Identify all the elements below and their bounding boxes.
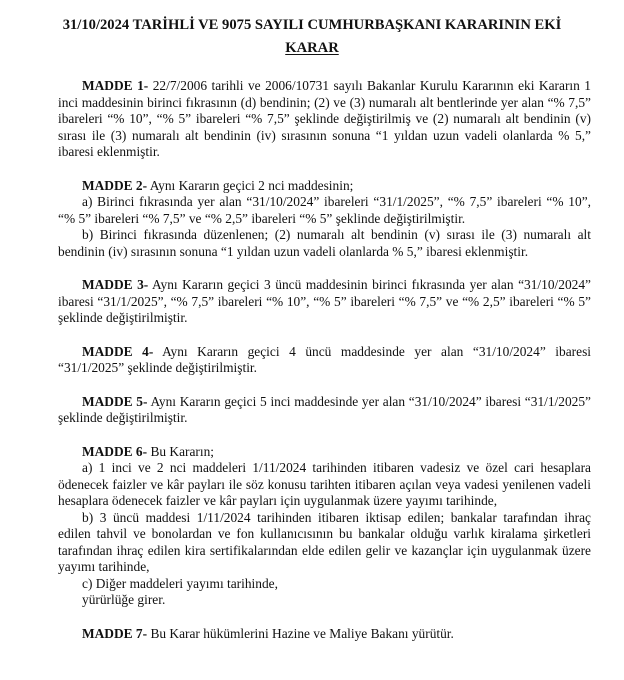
article-2-text: Aynı Kararın geçici 2 nci maddesinin; (147, 177, 354, 193)
article-5-paragraph (58, 394, 591, 427)
article-2-label: MADDE 2- (82, 177, 148, 193)
article-5-label: MADDE 5- (82, 393, 148, 409)
article-6 (58, 444, 591, 609)
article-2 (58, 178, 591, 261)
article-3 (58, 277, 591, 327)
article-1-text: 22/7/2006 tarihli ve 2006/10731 sayılı Bakanlar Kurulu Kararının eki Kararın 1 inci maddesinin birinci fıkrasının (d) bendinin; (2) ve (3) numaralı alt bentlerinde yer alan “% 7,5” ibareleri “% 10”, “% 5” ibareleri “% 7,5” şeklinde değiştirilmiş ve (2) numaralı alt bendinin (v) sırası ile (3) numaralı alt bendinin (iv) sırasının sonuna “1 yıldan uzun vadeli olanlarda % 5,” ibaresi eklenmiştir. (58, 78, 591, 159)
article-6-item-c: c) Diğer maddeleri yayımı tarihinde, (82, 575, 278, 591)
article-6-label: MADDE 6- (82, 443, 148, 459)
article-6-item-b: b) 3 üncü maddesi 1/11/2024 tarihinden itibaren iktisap edilen; bankalar tarafından ihraç edilen tahvil ve bonolardan ve fon kullanıcısının bu bankalar olduğu varlık kiralama şirketleri tarafından ihraç edilen kira sertifikalarından elde edilen gelir ve kazançlar için uygulanmak üzere yayımı tarihinde, (58, 509, 591, 574)
article-5-text: Aynı Kararın geçici 5 inci maddesinde yer alan “31/10/2024” ibaresi “31/1/2025” şeklinde değiştirilmiştir. (58, 393, 591, 425)
article-6-text: Bu Kararın; (147, 443, 215, 459)
article-4-text: Aynı Kararın geçici 4 üncü maddesinde yer alan “31/10/2024” ibaresi “31/1/2025” şeklinde değiştirilmiştir. (58, 343, 591, 375)
article-3-label: MADDE 3- (82, 277, 149, 292)
document-title (0, 16, 624, 58)
article-7-text: Bu Karar hükümlerini Hazine ve Maliye Bakanı yürütür. (147, 625, 454, 641)
article-4 (58, 344, 591, 377)
article-7 (58, 626, 591, 643)
article-3-paragraph (58, 277, 591, 327)
article-7-paragraph (58, 626, 591, 643)
article-4-paragraph (58, 344, 591, 377)
article-6-item-a: a) 1 inci ve 2 nci maddeleri 1/11/2024 tarihinden itibaren vadesiz ve özel cari hesaplara ödenecek faizler ve kâr payları ile söz konusu tarihten itibaren açılan veya vadesi yenilenen vadeli hesaplara ödenecek faizler ve kâr payları için uygulanmak üzere yayımı tarihinde, (58, 460, 591, 508)
article-6-closing: yürürlüğe girer. (82, 592, 166, 607)
article-2-item-b: b) Birinci fıkrasında düzenlenen; (2) numaralı alt bendinin (v) sırası ile (3) numaralı alt bendinin (iv) sırasının sonuna “1 yıldan uzun vadeli olanlarda % 5,” ibaresi eklenmiştir. (58, 227, 591, 259)
article-7-label: MADDE 7- (82, 625, 148, 641)
article-2-intro (58, 178, 591, 195)
article-6-intro (58, 444, 591, 461)
document-body (58, 78, 591, 659)
article-3-text: Aynı Kararın geçici 3 üncü maddesinin birinci fıkrasında yer alan “31/10/2024” ibaresi “31/1/2025”, “% 7,5” ibareleri “% 10”, “% 5” ibareleri “% 7,5” ve “% 2,5” ibareleri “% 5” şeklinde değiştirilmiştir. (58, 277, 591, 325)
article-1-paragraph (58, 78, 591, 161)
article-1 (58, 78, 591, 161)
title-line-2 (0, 39, 624, 58)
article-4-label: MADDE 4- (82, 343, 154, 359)
title-karar: KARAR (285, 40, 339, 56)
article-1-label: MADDE 1- (82, 78, 149, 93)
article-5 (58, 394, 591, 427)
article-2-item-a: a) Birinci fıkrasında yer alan “31/10/2024” ibareleri “31/1/2025”, “% 7,5” ibareleri “% 10”, “% 5” ibareleri “% 7,5” ve “% 2,5” ibareleri “% 5” şeklinde değiştirilmiştir. (58, 194, 591, 226)
title-line-1: 31/10/2024 TARİHLİ VE 9075 SAYILI CUMHURBAŞKANI KARARININ EKİ (62, 17, 562, 33)
